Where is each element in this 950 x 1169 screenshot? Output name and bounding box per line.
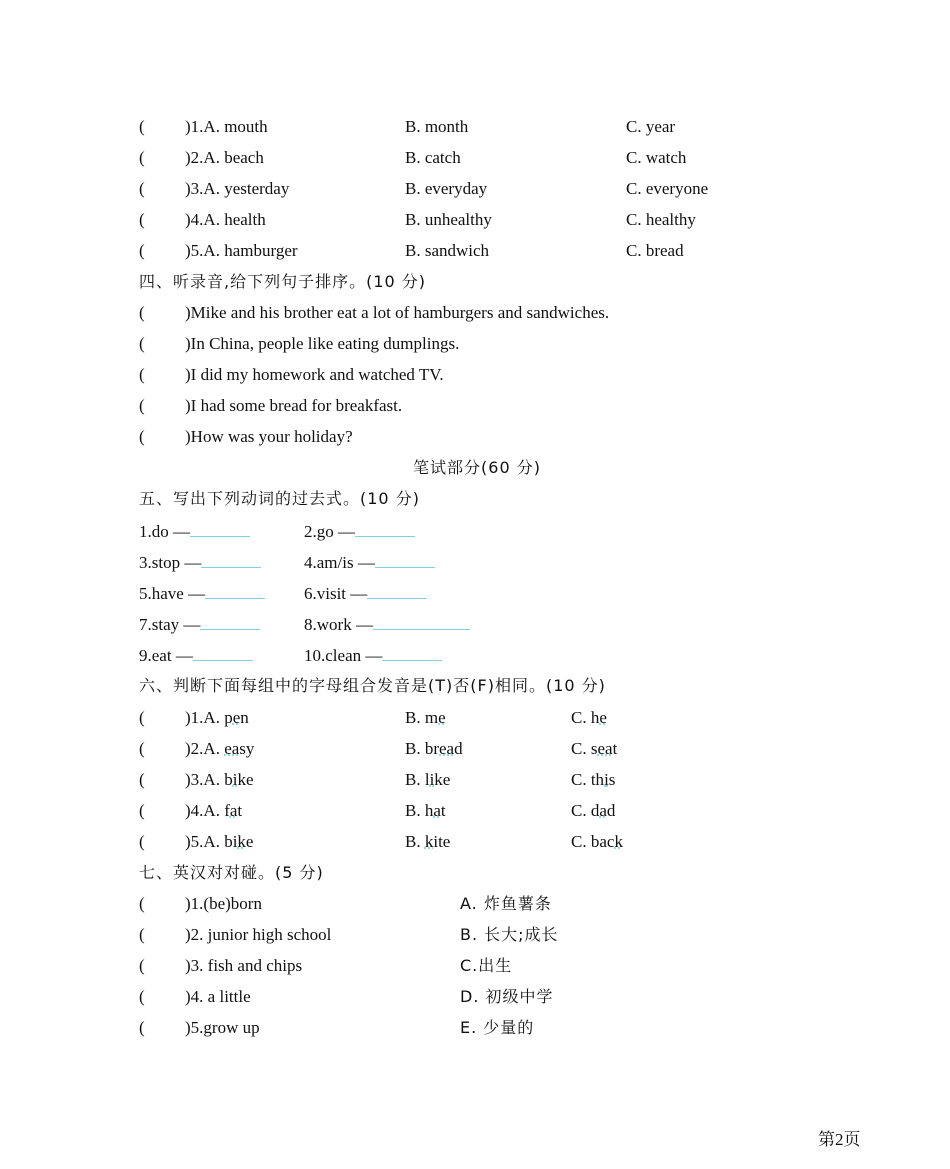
match-row: ( )5.grow up E. 少量的	[139, 1016, 260, 1040]
option-c: C. everyone	[626, 179, 709, 198]
choice-row: ( )4.A. health B. unhealthy C. healthy	[139, 208, 266, 232]
answer-blank[interactable]	[190, 519, 250, 537]
answer-paren[interactable]: (	[139, 303, 145, 322]
answer-blank[interactable]	[205, 581, 265, 599]
verb-row: 1.do — 2.go —	[139, 519, 250, 543]
answer-paren[interactable]: (	[139, 427, 145, 446]
option-c: C. healthy	[626, 210, 696, 229]
answer-paren[interactable]: (	[139, 739, 145, 758]
answer-blank[interactable]	[367, 581, 427, 599]
phonics-row: ( )1.A. pen B. me C. he	[139, 706, 249, 730]
answer-paren[interactable]: (	[139, 241, 145, 260]
answer-blank[interactable]	[382, 643, 442, 661]
verb-row: 5.have — 6.visit —	[139, 581, 265, 605]
choice-row: ( )5.A. hamburger B. sandwich C. bread	[139, 239, 298, 263]
answer-blank[interactable]	[193, 643, 253, 661]
answer-paren[interactable]: (	[139, 210, 145, 229]
match-row: ( )1.(be)born A. 炸鱼薯条	[139, 892, 262, 916]
verb-row: 3.stop — 4.am/is —	[139, 550, 261, 574]
page-number: 第2页	[818, 1130, 861, 1149]
chinese-option: C.出生	[460, 956, 513, 975]
verb-row: 7.stay — 8.work —	[139, 612, 260, 636]
choice-row: ( )2.A. beach B. catch C. watch	[139, 146, 264, 170]
chinese-option: A. 炸鱼薯条	[460, 894, 552, 913]
option-b: B. everyday	[405, 179, 488, 198]
option-b: B. month	[405, 117, 469, 136]
answer-paren[interactable]: (	[139, 987, 145, 1006]
answer-blank[interactable]	[375, 550, 435, 568]
answer-paren[interactable]: (	[139, 956, 145, 975]
match-row: ( )3. fish and chips C.出生	[139, 954, 302, 978]
option-b: B. catch	[405, 148, 461, 167]
match-row: ( )4. a little D. 初级中学	[139, 985, 251, 1009]
answer-paren[interactable]: (	[139, 894, 145, 913]
section7-title: 七、英汉对对碰。(5 分)	[139, 863, 324, 882]
answer-blank[interactable]	[200, 612, 260, 630]
sentence-row: ( )How was your holiday?	[139, 425, 353, 449]
sentence-row: ( )I did my homework and watched TV.	[139, 363, 444, 387]
option-b: B. sandwich	[405, 241, 490, 260]
answer-paren[interactable]: (	[139, 148, 145, 167]
chinese-option: E. 少量的	[460, 1018, 535, 1037]
sentence-row: ( )I had some bread for breakfast.	[139, 394, 402, 418]
answer-paren[interactable]: (	[139, 334, 145, 353]
phonics-row: ( )4.A. fat B. hat C. dad	[139, 799, 242, 823]
option-c: C. bread	[626, 241, 684, 260]
option-c: C. watch	[626, 148, 687, 167]
answer-paren[interactable]: (	[139, 708, 145, 727]
section6-title: 六、判断下面每组中的字母组合发音是(T)否(F)相同。(10 分)	[139, 676, 606, 695]
answer-paren[interactable]: (	[139, 925, 145, 944]
chinese-option: D. 初级中学	[460, 987, 554, 1006]
verb-row: 9.eat — 10.clean —	[139, 643, 253, 667]
option-c: C. year	[626, 117, 676, 136]
phonics-row: ( )3.A. bike B. like C. this	[139, 768, 253, 792]
section4-title: 四、听录音,给下列句子排序。(10 分)	[139, 272, 427, 291]
choice-row: ( )3.A. yesterday B. everyday C. everyone	[139, 177, 289, 201]
match-row: ( )2. junior high school B. 长大;成长	[139, 923, 331, 947]
sentence-row: ( )In China, people like eating dumplings.	[139, 332, 459, 356]
answer-paren[interactable]: (	[139, 832, 145, 851]
chinese-option: B. 长大;成长	[460, 925, 559, 944]
answer-paren[interactable]: (	[139, 770, 145, 789]
answer-paren[interactable]: (	[139, 1018, 145, 1037]
choice-row: ( )1.A. mouth B. month C. year	[139, 115, 268, 139]
answer-paren[interactable]: (	[139, 365, 145, 384]
answer-paren[interactable]: (	[139, 179, 145, 198]
answer-paren[interactable]: (	[139, 396, 145, 415]
option-b: B. unhealthy	[405, 210, 492, 229]
phonics-row: ( )2.A. easy B. bread C. seat	[139, 737, 254, 761]
section5-title: 五、写出下列动词的过去式。(10 分)	[139, 489, 420, 508]
answer-blank[interactable]	[201, 550, 261, 568]
written-part-heading: 笔试部分(60 分)	[413, 458, 541, 477]
phonics-row: ( )5.A. bike B. kite C. back	[139, 830, 253, 854]
answer-paren[interactable]: (	[139, 117, 145, 136]
sentence-row: ( )Mike and his brother eat a lot of hamburgers and sandwiches.	[139, 301, 609, 325]
answer-blank[interactable]	[355, 519, 415, 537]
answer-paren[interactable]: (	[139, 801, 145, 820]
answer-blank[interactable]	[373, 612, 470, 630]
